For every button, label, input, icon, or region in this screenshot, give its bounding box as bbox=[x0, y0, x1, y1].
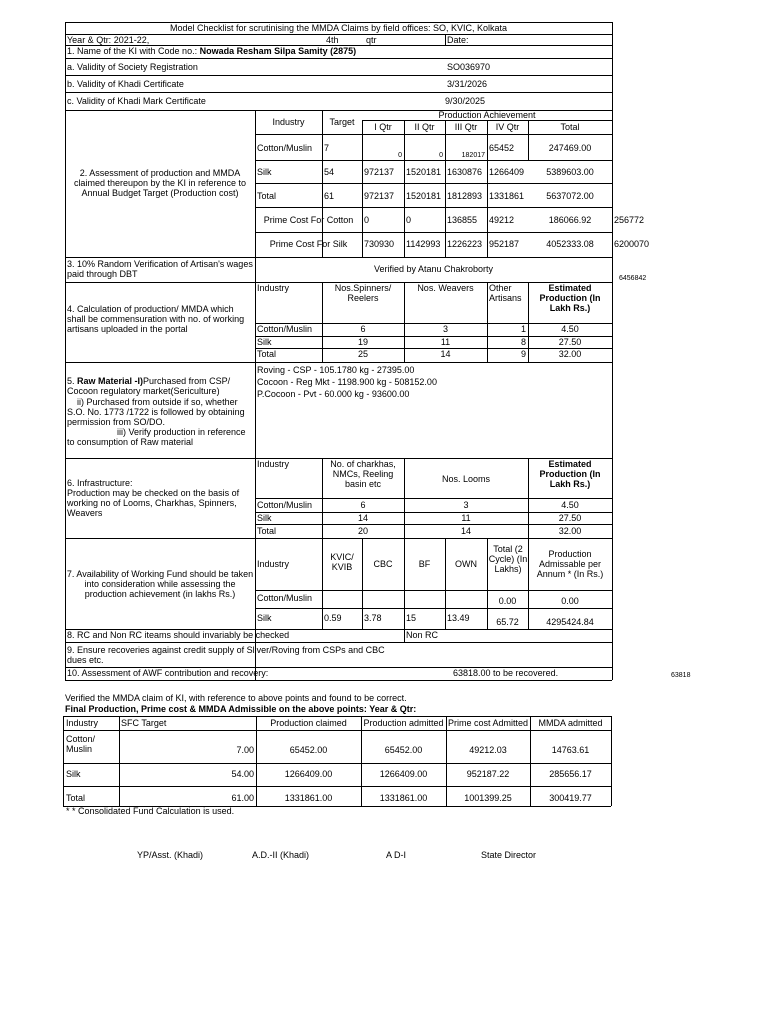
final-cotton-mmda: 14763.61 bbox=[551, 745, 590, 755]
s4-h-est: Estimated Production (In Lakh Rs.) bbox=[539, 283, 601, 313]
rule bbox=[487, 120, 488, 257]
s2-pc-silk-extra: 6200070 bbox=[614, 239, 650, 249]
s4-total-other: 9 bbox=[520, 349, 526, 359]
s2-silk-q1: 972137 bbox=[364, 167, 395, 177]
s7-silk-kvic: 0.59 bbox=[324, 613, 342, 623]
s7-silk-bf: 15 bbox=[406, 613, 417, 623]
s4-cotton-spinners: 6 bbox=[360, 324, 366, 334]
s7-silk-prod: 4295424.84 bbox=[546, 617, 594, 627]
final-cotton-industry: Cotton/ Muslin bbox=[66, 734, 96, 754]
s7-label: 7. Availability of Working Fund should be taken into consideration while assessing the production achievement (in lakhs Rs.) bbox=[66, 569, 254, 599]
final-cotton-claimed: 65452.00 bbox=[289, 745, 328, 755]
ki-name-label: 1. Name of the KI with Code no.: bbox=[67, 46, 198, 56]
s6-cotton-est: 4.50 bbox=[561, 500, 579, 510]
final-total-prime: 1001399.25 bbox=[464, 793, 512, 803]
s2-silk-q4: 1266409 bbox=[489, 167, 525, 177]
s2-cotton-total: 247469.00 bbox=[548, 143, 592, 153]
s2-label: 2. Assessment of production and MMDA claimed thereupon by the KI in reference to Annual Budget Target (Production cost) bbox=[73, 168, 247, 198]
s7-h-cbc: CBC bbox=[373, 559, 393, 569]
s2-pc-cotton-q1: 0 bbox=[364, 215, 370, 225]
s5-label-bold: Raw Material -I) bbox=[77, 376, 144, 386]
s8-value: Non RC bbox=[406, 630, 439, 640]
rule bbox=[255, 608, 612, 609]
s7-h-total: Total (2 Cycle) (In Lakhs) bbox=[488, 544, 528, 574]
s2-cotton-industry: Cotton/Muslin bbox=[257, 143, 313, 153]
rule bbox=[612, 22, 613, 680]
rule bbox=[65, 75, 612, 76]
s2-silk-q3: 1630876 bbox=[447, 167, 483, 177]
signature-ad-ii: A.D.-II (Khadi) bbox=[252, 850, 310, 860]
rule bbox=[255, 590, 612, 591]
s3-side-note: 6456842 bbox=[619, 275, 647, 282]
qtr-label: qtr bbox=[366, 35, 377, 45]
s2-pc-cotton-q2: 0 bbox=[406, 215, 412, 225]
rule bbox=[445, 120, 446, 257]
s4-silk-est: 27.50 bbox=[558, 337, 582, 347]
s10-label: 10. Assessment of AWF contribution and recovery: bbox=[67, 668, 269, 678]
s7-h-own: OWN bbox=[455, 559, 477, 569]
s4-h-weavers: Nos. Weavers bbox=[417, 283, 474, 293]
s7-h-kvic: KVIC/ KVIB bbox=[330, 552, 354, 572]
s2-pc-silk-q1: 730930 bbox=[364, 239, 395, 249]
s2-total-q1: 972137 bbox=[364, 191, 395, 201]
s5-line-1: Roving - CSP - 105.1780 kg - 27395.00 bbox=[257, 365, 415, 375]
signature-state-director: State Director bbox=[481, 850, 537, 860]
final-total-industry: Total bbox=[66, 793, 86, 803]
final-h-mmda: MMDA admitted bbox=[538, 718, 603, 728]
s7-silk-own: 13.49 bbox=[447, 613, 470, 623]
validity-khadi-value: 3/31/2026 bbox=[447, 79, 488, 89]
s2-h-q1: I Qtr bbox=[374, 122, 392, 132]
s2-silk-q2: 1520181 bbox=[406, 167, 442, 177]
validity-khadi-label: b. Validity of Khadi Certificate bbox=[67, 79, 184, 89]
rule bbox=[255, 134, 612, 135]
final-silk-industry: Silk bbox=[66, 769, 81, 779]
date-label: Date: bbox=[447, 35, 469, 45]
final-cotton-admitted: 65452.00 bbox=[384, 745, 423, 755]
ki-name: Nowada Resham Silpa Samity (2875) bbox=[199, 46, 357, 56]
s6-h-charkhas: No. of charkhas, NMCs, Reeling basin etc bbox=[330, 459, 396, 489]
s2-pc-cotton-q4: 49212 bbox=[489, 215, 515, 225]
s2-pc-silk-label: Prime Cost For Silk bbox=[269, 239, 348, 249]
s2-pc-cotton-label: Prime Cost For Cotton bbox=[263, 215, 354, 225]
s2-total-q4: 1331861 bbox=[489, 191, 525, 201]
rule bbox=[255, 498, 612, 499]
s5-line-3: P.Cocoon - Pvt - 60.000 kg - 93600.00 bbox=[257, 389, 410, 399]
final-title: Final Production, Prime cost & MMDA Admissible on the above points: Year & Qtr: bbox=[65, 704, 417, 714]
rule bbox=[255, 183, 612, 184]
signature-yp-asst: YP/Asst. (Khadi) bbox=[137, 850, 204, 860]
s6-total-charkhas: 20 bbox=[357, 526, 368, 536]
s2-h-total: Total bbox=[560, 122, 580, 132]
s4-silk-other: 8 bbox=[520, 337, 526, 347]
final-total-target: 61.00 bbox=[231, 793, 254, 803]
validity-mark-value: 9/30/2025 bbox=[445, 96, 486, 106]
s6-silk-industry: Silk bbox=[257, 513, 272, 523]
s5-label bbox=[67, 376, 253, 396]
rule bbox=[63, 763, 611, 764]
rule bbox=[65, 58, 612, 59]
s2-h-target: Target bbox=[329, 117, 355, 127]
s4-silk-industry: Silk bbox=[257, 337, 272, 347]
s7-silk-industry: Silk bbox=[257, 613, 272, 623]
final-total-claimed: 1331861.00 bbox=[284, 793, 333, 803]
rule bbox=[65, 680, 612, 681]
s5-label-num: 5. bbox=[67, 376, 75, 386]
rule bbox=[362, 538, 363, 629]
s2-h-q3: III Qtr bbox=[454, 122, 478, 132]
s6-cotton-charkhas: 6 bbox=[360, 500, 366, 510]
final-silk-claimed: 1266409.00 bbox=[284, 769, 333, 779]
s7-silk-cbc: 3.78 bbox=[364, 613, 382, 623]
s4-cotton-weavers: 3 bbox=[442, 324, 448, 334]
s2-h-industry: Industry bbox=[272, 117, 305, 127]
s4-total-industry: Total bbox=[257, 349, 277, 359]
s3-label: 3. 10% Random Verification of Artisan's wages paid through DBT bbox=[67, 259, 253, 279]
s4-cotton-est: 4.50 bbox=[561, 324, 579, 334]
s7-h-prod: Production Admissable per Annum * (In Rs.) bbox=[536, 549, 604, 579]
s2-pc-silk-q4: 952187 bbox=[489, 239, 520, 249]
verified-statement: Verified the MMDA claim of KI, with reference to above points and found to be correct. bbox=[65, 693, 407, 703]
s2-h-q2: II Qtr bbox=[414, 122, 435, 132]
final-silk-target: 54.00 bbox=[231, 769, 254, 779]
s6-cotton-looms: 3 bbox=[463, 500, 469, 510]
s2-total-total: 5637072.00 bbox=[546, 191, 594, 201]
s3-value: Verified by Atanu Chakroborty bbox=[373, 264, 494, 274]
s2-pc-silk-q3: 1226223 bbox=[447, 239, 483, 249]
s2-silk-industry: Silk bbox=[257, 167, 272, 177]
s2-cotton-q2: 0 bbox=[439, 152, 443, 159]
rule bbox=[255, 524, 612, 525]
s4-total-weavers: 14 bbox=[440, 349, 451, 359]
final-silk-prime: 952187.22 bbox=[466, 769, 510, 779]
year-qtr-label: Year & Qtr: 2021-22, bbox=[67, 35, 150, 45]
s2-total-target: 61 bbox=[324, 191, 335, 201]
s4-label: 4. Calculation of production/ MMDA which shall be commensuration with no. of working artisans uploaded in the portal bbox=[67, 304, 245, 334]
s2-total-industry: Total bbox=[257, 191, 277, 201]
rule bbox=[63, 786, 611, 787]
rule bbox=[65, 538, 612, 539]
validity-society-value: SO036970 bbox=[447, 62, 491, 72]
s8-label: 8. RC and Non RC iteams should invariably be checked bbox=[67, 630, 290, 640]
s6-cotton-industry: Cotton/Muslin bbox=[257, 500, 313, 510]
s4-h-spinners: Nos.Spinners/ Reelers bbox=[334, 283, 392, 303]
s5-label-ii: ii) Purchased from outside if so, whether S.O. No. 1773 /1722 is followed by obtaining permission from SO/DO. bbox=[67, 397, 245, 427]
s2-pc-silk-total: 4052333.08 bbox=[546, 239, 594, 249]
rule bbox=[445, 538, 446, 629]
s2-pc-cotton-q3: 136855 bbox=[447, 215, 478, 225]
validity-mark-label: c. Validity of Khadi Mark Certificate bbox=[67, 96, 206, 106]
ki-name-row bbox=[67, 46, 356, 57]
final-h-claimed: Production claimed bbox=[270, 718, 347, 728]
s2-pc-silk-q2: 1142993 bbox=[406, 239, 441, 249]
rule bbox=[404, 120, 405, 257]
s4-silk-spinners: 19 bbox=[357, 337, 368, 347]
s7-cotton-industry: Cotton/Muslin bbox=[257, 593, 313, 603]
s2-pc-cotton-total: 186066.92 bbox=[548, 215, 592, 225]
qtr-value: 4th bbox=[326, 35, 339, 45]
s6-silk-looms: 11 bbox=[461, 513, 471, 523]
rule bbox=[65, 257, 612, 258]
final-cotton-target: 7.00 bbox=[236, 745, 254, 755]
s2-h-prod: Production Achievement bbox=[438, 110, 536, 120]
s6-label bbox=[67, 478, 253, 518]
s4-cotton-other: 1 bbox=[520, 324, 526, 334]
s7-cotton-total: 0.00 bbox=[498, 596, 517, 606]
validity-society-label: a. Validity of Society Registration bbox=[67, 62, 198, 72]
rule bbox=[362, 120, 363, 257]
rule bbox=[255, 232, 612, 233]
final-footnote: * * Consolidated Fund Calculation is used. bbox=[66, 806, 235, 816]
s2-cotton-q3: 182017 bbox=[461, 152, 485, 159]
s6-label-title: 6. Infrastructure: bbox=[67, 478, 133, 488]
s2-silk-total: 5389603.00 bbox=[546, 167, 594, 177]
s2-pc-cotton-extra: 256772 bbox=[614, 215, 645, 225]
rule bbox=[528, 538, 529, 629]
s2-cotton-q1: 0 bbox=[398, 152, 402, 159]
s10-value: 63818.00 to be recovered. bbox=[453, 668, 559, 678]
rule bbox=[611, 716, 612, 806]
s7-h-industry: Industry bbox=[257, 559, 290, 569]
s6-silk-charkhas: 14 bbox=[357, 513, 368, 523]
s4-h-other: Other Artisans bbox=[489, 283, 522, 303]
s2-cotton-q4: 65452 bbox=[489, 143, 515, 153]
s6-h-est: Estimated Production (In Lakh Rs.) bbox=[539, 459, 601, 489]
rule bbox=[255, 257, 256, 680]
s7-silk-total: 65.72 bbox=[496, 617, 519, 627]
s4-cotton-industry: Cotton/Muslin bbox=[257, 324, 313, 334]
rule bbox=[65, 362, 612, 363]
signature-ad-i: A D-I bbox=[386, 850, 407, 860]
final-silk-mmda: 285656.17 bbox=[549, 769, 592, 779]
final-cotton-prime: 49212.03 bbox=[469, 745, 507, 755]
s10-side-note: 63818 bbox=[671, 672, 691, 679]
rule bbox=[255, 207, 612, 208]
s5-label-iii: iii) Verify production in reference to consumption of Raw material bbox=[67, 427, 246, 447]
s4-total-est: 32.00 bbox=[558, 349, 582, 359]
rule bbox=[63, 716, 64, 806]
final-total-admitted: 1331861.00 bbox=[379, 793, 428, 803]
s6-silk-est: 27.50 bbox=[558, 513, 582, 523]
s2-silk-target: 54 bbox=[324, 167, 335, 177]
s6-h-industry: Industry bbox=[257, 459, 290, 469]
s7-cotton-prod: 0.00 bbox=[561, 596, 579, 606]
s4-silk-weavers: 11 bbox=[440, 337, 451, 347]
s6-total-industry: Total bbox=[257, 526, 277, 536]
s6-h-looms: Nos. Looms bbox=[441, 474, 491, 484]
s6-total-est: 32.00 bbox=[558, 526, 582, 536]
final-h-industry: Industry bbox=[66, 718, 99, 728]
s6-total-looms: 14 bbox=[460, 526, 471, 536]
final-h-prime: Prime cost Admitted bbox=[447, 718, 529, 728]
s9-label: 9. Ensure recoveries against credit supply of Sliver/Roving from CSPs and CBC dues etc. bbox=[67, 645, 385, 665]
s4-h-industry: Industry bbox=[257, 283, 290, 293]
final-silk-admitted: 1266409.00 bbox=[379, 769, 428, 779]
s6-label-rest: Production may be checked on the basis of working no of Looms, Charkhas, Spinners, Weavers bbox=[67, 488, 240, 518]
final-h-target: SFC Target bbox=[121, 718, 167, 728]
rule bbox=[63, 716, 611, 717]
s4-total-spinners: 25 bbox=[357, 349, 368, 359]
s2-cotton-target: 7 bbox=[324, 143, 330, 153]
final-total-mmda: 300419.77 bbox=[549, 793, 592, 803]
rule bbox=[445, 34, 446, 45]
s5-label-rest: Purchased from CSP/ Cocoon regulatory market(Sericulture) bbox=[67, 376, 231, 396]
rule bbox=[65, 92, 612, 93]
s2-total-q3: 1812893 bbox=[447, 191, 483, 201]
final-h-admitted: Production admitted bbox=[363, 718, 444, 728]
s2-total-q2: 1520181 bbox=[406, 191, 442, 201]
s2-h-q4: IV Qtr bbox=[495, 122, 520, 132]
rule bbox=[65, 642, 612, 643]
s7-h-bf: BF bbox=[418, 559, 431, 569]
rule bbox=[63, 730, 611, 731]
s5-line-2: Cocoon - Reg Mkt - 1198.900 kg - 508152.00 bbox=[257, 377, 437, 387]
document-title: Model Checklist for scrutinising the MMDA Claims by field offices: SO, KVIC, Kolkata bbox=[170, 23, 507, 33]
